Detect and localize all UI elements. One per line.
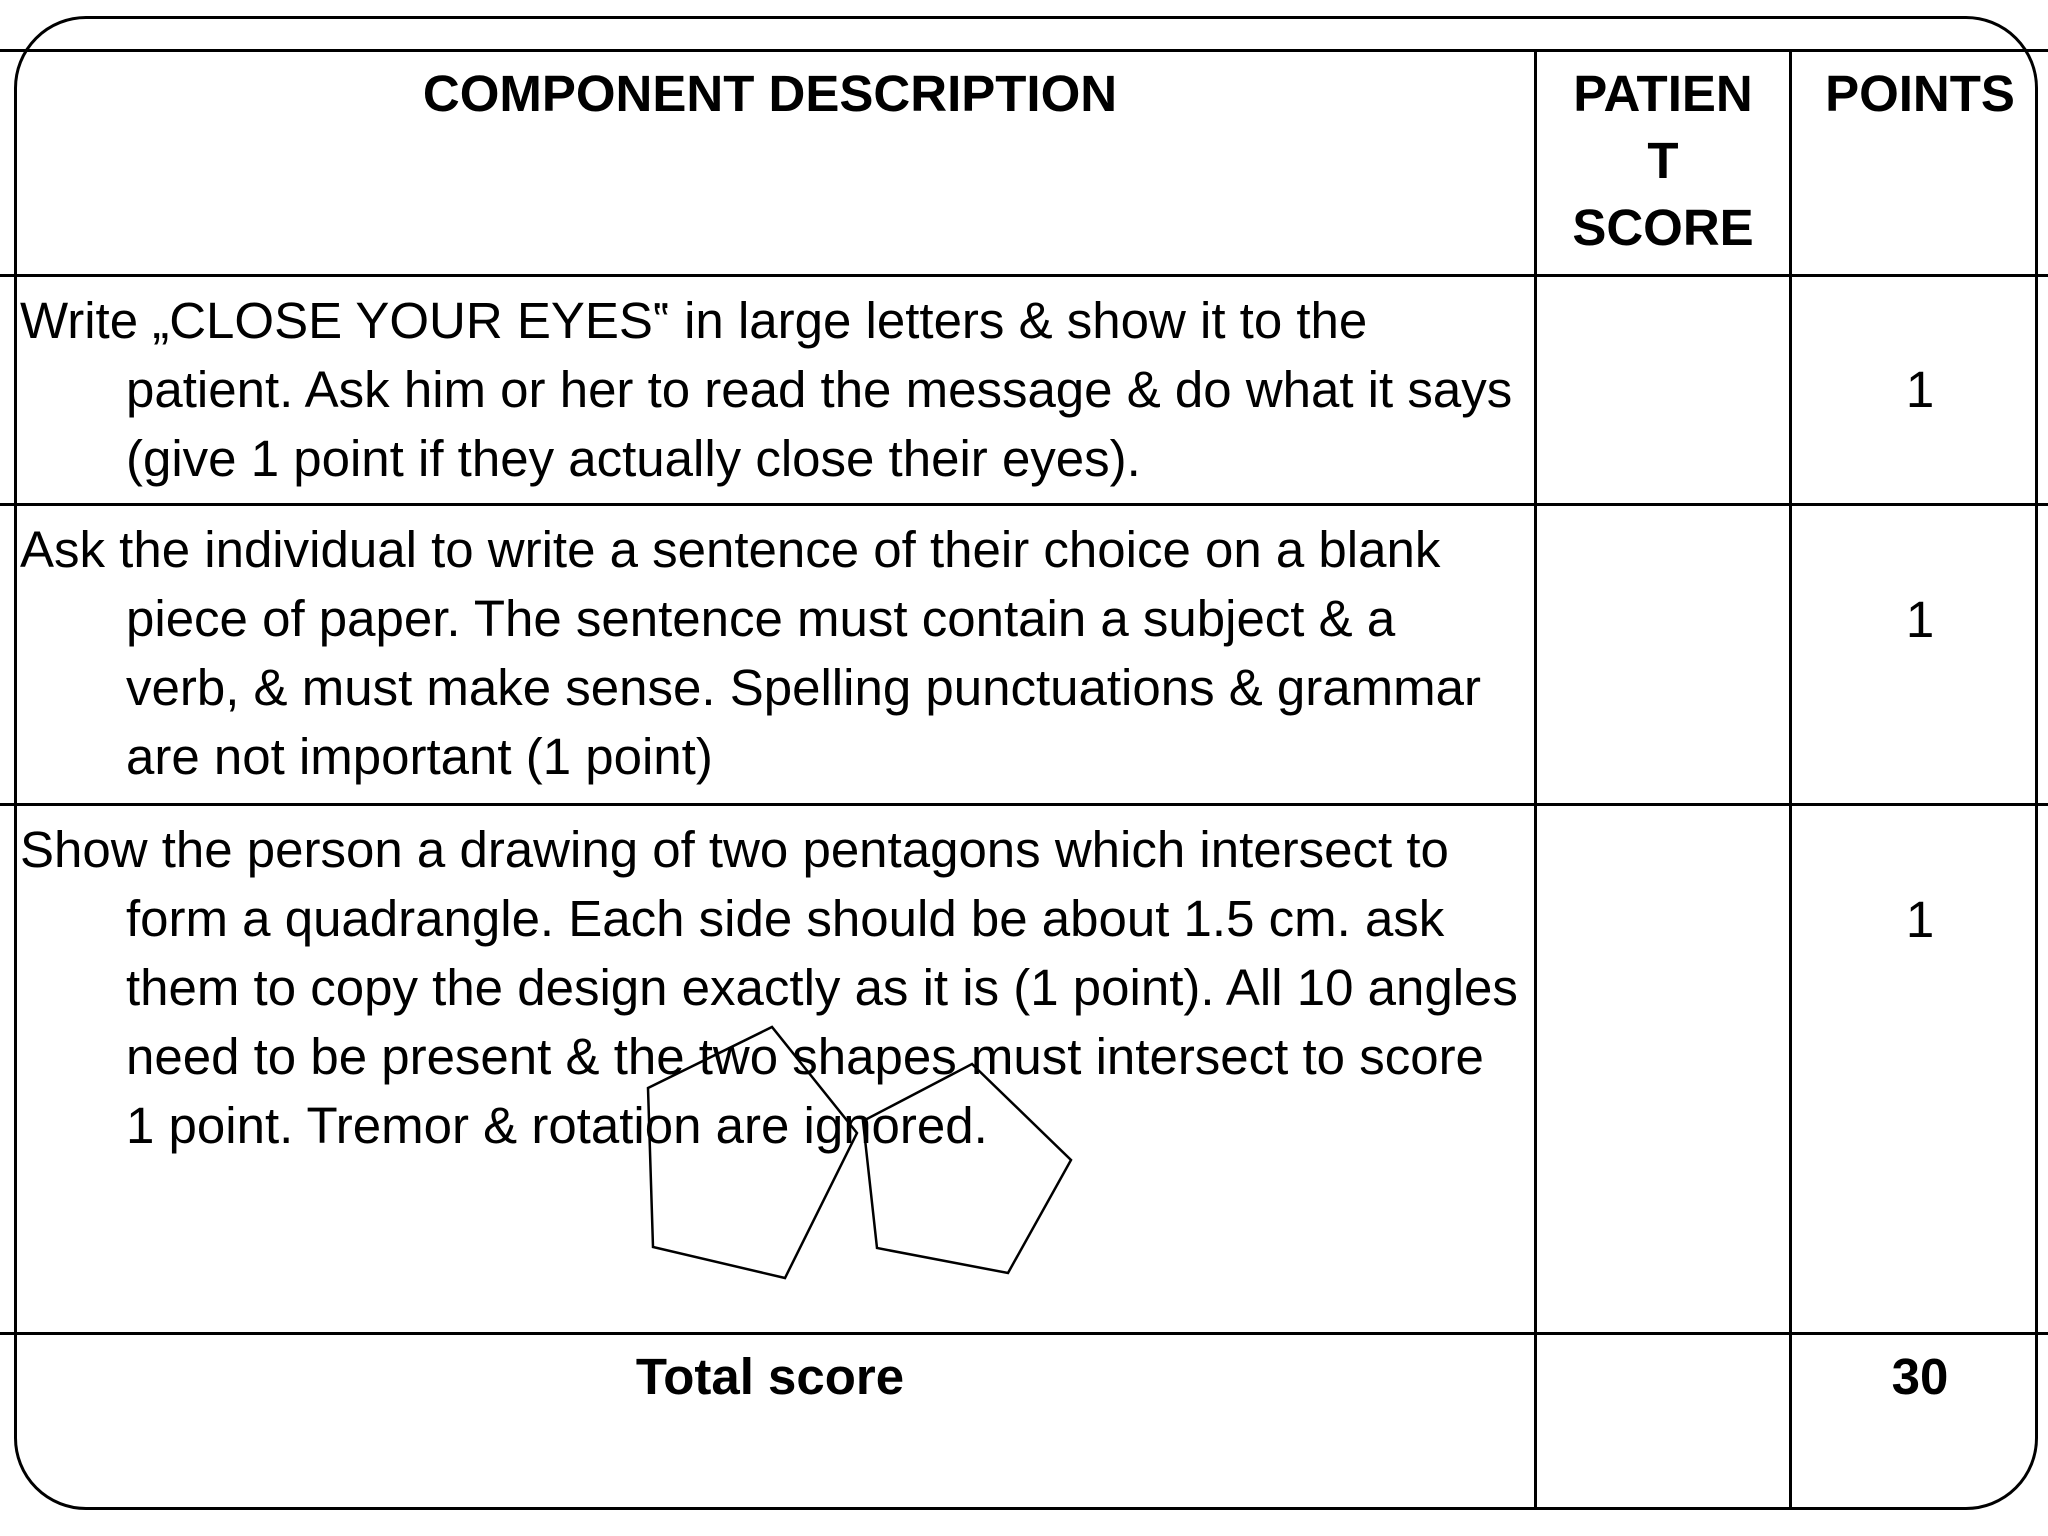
- column-header-component-description: COMPONENT DESCRIPTION: [422, 65, 1118, 122]
- column-header-patient-score: PATIEN T SCORE: [1572, 65, 1754, 256]
- total-points-value: 30: [1891, 1348, 1949, 1405]
- table-row-description: Show the person a drawing of two pentagons which intersect to form a quadrangle. Each side should be about 1.5 cm. ask them to copy the design exactly as it is (1 point). All 10 angles need to be present & the two shapes must intersect to score 1 point. Tremor & rotation are ignored.: [20, 821, 1518, 1154]
- patient-score-cell[interactable]: [1537, 506, 1789, 803]
- table-row-description: Ask the individual to write a sentence of their choice on a blank piece of paper. The sentence must contain a subject & a verb, & must make sense. Spelling punctuations & grammar are not important (1 point): [20, 521, 1481, 785]
- points-cell: 1: [1905, 591, 1935, 648]
- points-cell: 1: [1905, 361, 1935, 418]
- table-row-description: Write „CLOSE YOUR EYES‟ in large letters & show it to the patient. Ask him or her to read the message & do what it says (give 1 point if they actually close their eyes).: [20, 292, 1513, 487]
- column-header-points: POINTS: [1825, 65, 2015, 122]
- total-patient-score-cell[interactable]: [1537, 1335, 1789, 1510]
- patient-score-cell[interactable]: [1537, 806, 1789, 1332]
- points-cell: 1: [1905, 891, 1935, 948]
- table-rule: [0, 49, 2048, 52]
- patient-score-cell[interactable]: [1537, 277, 1789, 503]
- total-score-label: Total score: [635, 1348, 905, 1405]
